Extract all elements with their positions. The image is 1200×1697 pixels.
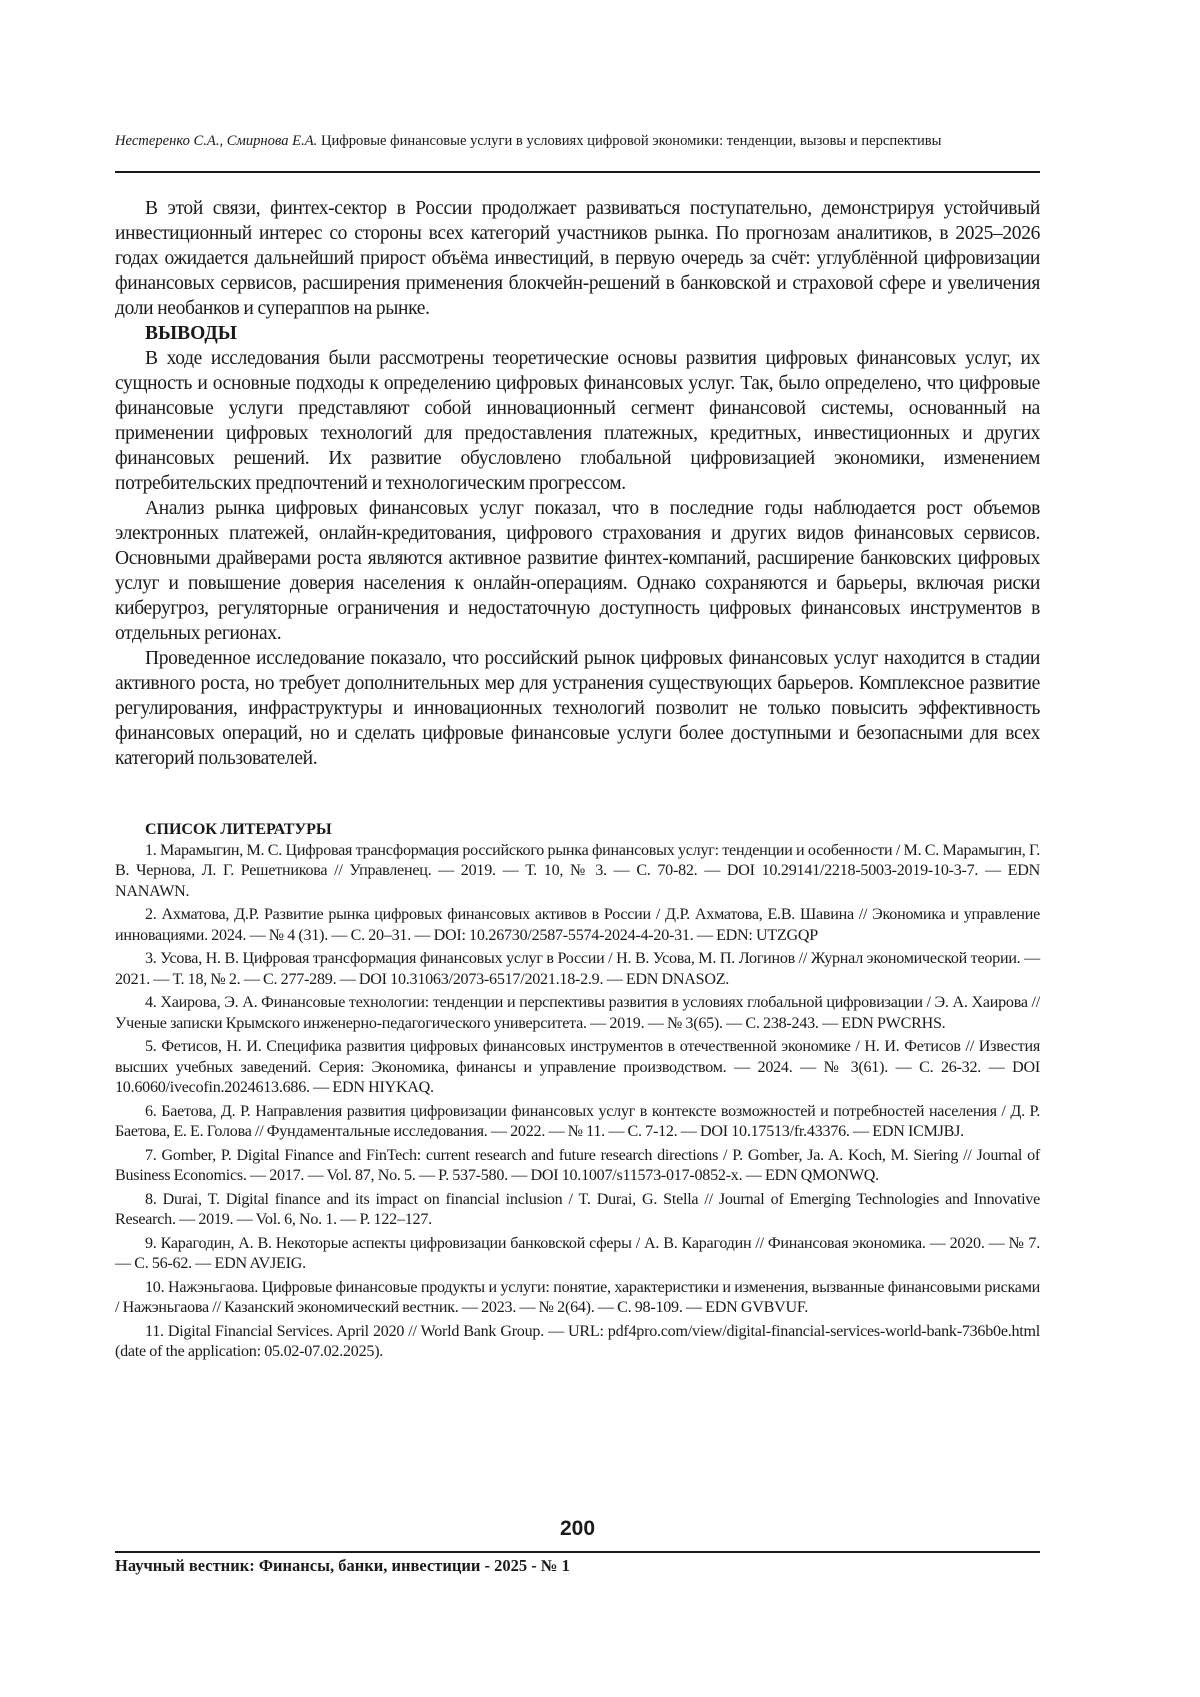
reference-item: 2. Ахматова, Д.Р. Развитие рынка цифровых финансовых активов в России / Д.Р. Ахматова, Е.В. Шавина // Экономика и управление инновациями. 2024. — № 4 (31). — С. 20–31. — DOI: 10.26730/2587-5574-2024-4-20-31. — EDN: UTZGQP	[115, 906, 1040, 944]
header-authors: Нестеренко С.А., Смирнова Е.А.	[115, 133, 318, 149]
references-section	[115, 820, 1040, 1366]
header-title: Цифровые финансовые услуги в условиях цифровой экономики: тенденции, вызовы и перспективы	[320, 133, 942, 149]
reference-item: 9. Карагодин, А. В. Некоторые аспекты цифровизации банковской сферы / А. В. Карагодин // Финансовая экономика. — 2020. — № 7. — С. 56-62. — EDN AVJEIG.	[115, 1234, 1040, 1273]
reference-item: 4. Хаирова, Э. А. Финансовые технологии: тенденции и перспективы развития в условиях глобальной цифровизации / Э. А. Хаирова // Ученые записки Крымского инженерно-педагогического университета. — 2019. — № 3(65). — С. 238-243. — EDN PWCRHS.	[115, 994, 1040, 1032]
footer-divider	[115, 1551, 1040, 1553]
reference-item: 1. Марамыгин, М. С. Цифровая трансформация российского рынка финансовых услуг: тенденции и особенности / М. С. Марамыгин, Г. В. Чернова, Л. Г. Решетникова // Управленец. — 2019. — Т. 10, № 3. — С. 70-82. — DOI 10.29141/2218-5003-2019-10-3-7. — EDN NANAWN.	[115, 841, 1040, 900]
body-paragraph: В ходе исследования были рассмотрены теоретические основы развития цифровых финансовых услуг, их сущность и основные подходы к определению цифровых финансовых услуг. Так, было определено, что цифровые финансовые услуги представляют собой инновационный сегмент финансовой системы, основанный на применении цифровых технологий для предоставления платежных, кредитных, инвестиционных и других финансовых решений. Их развитие обусловлено глобальной цифровизацией экономики, изменением потребительских предпочтений и технологическим прогрессом.	[115, 348, 1040, 494]
article-body	[115, 196, 1040, 771]
reference-item: 10. Нажэньгаова. Цифровые финансовые продукты и услуги: понятие, характеристики и изменения, вызванные финансовыми рисками / Нажэньгаова // Казанский экономический вестник. — 2023. — № 2(64). — С. 98-109. — EDN GVBVUF.	[115, 1278, 1040, 1317]
body-paragraph: В этой связи, финтех-сектор в России продолжает развиваться поступательно, демонстрируя устойчивый инвестиционный интерес со стороны всех категорий участников рынка. По прогнозам аналитиков, в 2025–2026 годах ожидается дальнейший прирост объёма инвестиций, в первую очередь за счёт: углублённой цифровизации финансовых сервисов, расширения применения блокчейн-решений в банковской и страховой сфере и увеличения доли необанков и суперaппов на рынке.	[115, 198, 1040, 319]
reference-item: 5. Фетисов, Н. И. Специфика развития цифровых финансовых инструментов в отечественной экономике / Н. И. Фетисов // Известия высших учебных заведений. Серия: Экономика, финансы и управление производством. — 2024. — № 3(61). — С. 26-32. — DOI 10.6060/ivecofin.2024613.686. — EDN HIYKAQ.	[115, 1038, 1040, 1097]
reference-item: 3. Усова, Н. В. Цифровая трансформация финансовых услуг в России / Н. В. Усова, М. П. Логинов // Журнал экономической теории. — 2021. — Т. 18, № 2. — С. 277-289. — DOI 10.31063/2073-6517/2021.18-2.9. — EDN DNASOZ.	[115, 950, 1040, 988]
body-paragraph: Анализ рынка цифровых финансовых услуг показал, что в последние годы наблюдается рост объемов электронных платежей, онлайн-кредитования, цифрового страхования и других видов финансовых сервисов. Основными драйверами роста являются активное развитие финтех-компаний, расширение банковских цифровых услуг и повышение доверия населения к онлайн-операциям. Однако сохраняются и барьеры, включая риски киберугроз, регуляторные ограничения и недостаточную доступность цифровых финансовых инструментов в отдельных регионах.	[115, 498, 1040, 644]
reference-item: 11. Digital Financial Services. April 2020 // World Bank Group. — URL: pdf4pro.com/view/digital-financial-services-world-bank-736b0e.html (date of the application: 05.02-07.02.2025).	[115, 1322, 1040, 1361]
reference-item: 8. Durai, T. Digital finance and its impact on financial inclusion / T. Durai, G. Stella // Journal of Emerging Technologies and Innovative Research. — 2019. — Vol. 6, No. 1. — P. 122–127.	[115, 1190, 1040, 1229]
reference-item: 6. Баетова, Д. Р. Направления развития цифровизации финансовых услуг в контексте возможностей и потребностей населения / Д. Р. Баетова, Е. Е. Голова // Фундаментальные исследования. — 2022. — № 11. — С. 7-12. — DOI 10.17513/fr.43376. — EDN ICMJBJ.	[115, 1102, 1040, 1141]
body-paragraph: Проведенное исследование показало, что российский рынок цифровых финансовых услуг находится в стадии активного роста, но требует дополнительных мер для устранения существующих барьеров. Комплексное развитие регулирования, инфраструктуры и инновационных технологий позволит не только повысить эффективность финансовых операций, но и сделать цифровые финансовые услуги более доступными и безопасными для всех категорий пользователей.	[115, 648, 1040, 769]
conclusions-heading: ВЫВОДЫ	[145, 323, 237, 344]
page-number: 200	[559, 1517, 596, 1540]
header-divider	[115, 171, 1040, 173]
running-header	[115, 132, 1040, 151]
references-heading: СПИСОК ЛИТЕРАТУРЫ	[145, 821, 332, 838]
references-list	[115, 841, 1040, 1363]
reference-item: 7. Gomber, P. Digital Finance and FinTech: current research and future research directions / P. Gomber, Ja. A. Koch, M. Siering // Journal of Business Economics. — 2017. — Vol. 87, No. 5. — P. 537-580. — DOI 10.1007/s11573-017-0852-x. — EDN QMONWQ.	[115, 1146, 1040, 1185]
journal-footer: Научный вестник: Финансы, банки, инвестиции - 2025 - № 1	[115, 1556, 570, 1575]
